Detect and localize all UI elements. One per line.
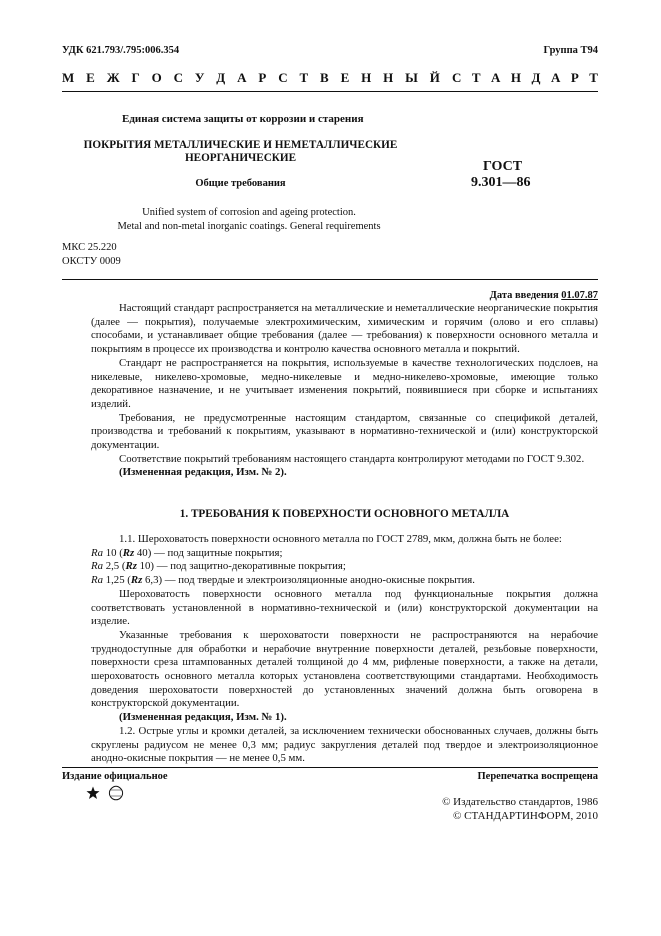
gost-label: ГОСТ [483, 159, 523, 174]
banner-letter: А [491, 70, 501, 85]
intro-block [91, 302, 598, 480]
intro-date-value: 01.07.87 [561, 290, 598, 301]
intro-date-label: Дата введения [489, 290, 559, 301]
banner-letter: Г [131, 70, 140, 85]
standard-type-banner [62, 70, 598, 86]
banner-letter: С [173, 70, 183, 85]
banner-letter: Н [383, 70, 394, 85]
title-line-2: НЕОРГАНИЧЕСКИЕ [184, 152, 297, 164]
rz-symbol: Rz [130, 574, 143, 587]
banner-letter: С [452, 70, 462, 85]
banner-letter: У [194, 70, 205, 85]
roughness-row-3 [91, 574, 598, 588]
banner-letter: Е [340, 70, 350, 85]
banner-letter: Ж [106, 70, 120, 85]
english-title-1: Unified system of corrosion and ageing protection. [142, 207, 356, 218]
gost-number: 9.301—86 [471, 175, 531, 190]
intro-paragraph-1: Настоящий стандарт распространяется на металлические и неметаллические неорганические покрытия (далее — покрытия), получаемые электрохимическим, химическим и горячим (олово и его сплавы) способами, и устанавливает общие требования (далее — требования) к поверхности основного металла и покрытиям в процессе их производства и контролю качества основного металла и покрытий. [91, 302, 598, 356]
star-icon [86, 786, 100, 800]
english-title-2: Metal and non-metal inorganic coatings. General requirements [117, 221, 381, 232]
intro-paragraph-2: Стандарт не распространяется на покрытия, используемые в качестве технологических подслоев, на никелевые, никелево-хромовые, медно-никелевые и медно-никелево-хромовые, имеющие только декоративное назначение, и не учитывает изменения покрытий, появившиеся при сборке и испытаниях изделий. [91, 356, 598, 410]
udk-code: УДК 621.793/.795:006.354 [62, 45, 180, 56]
section-1-body [91, 533, 598, 766]
official-edition: Издание официальное [62, 771, 168, 782]
reprint-prohibited: Перепечатка воспрещена [477, 771, 598, 782]
subtitle: Общие требования [195, 178, 286, 189]
rz-value: 10) — под защитно-декоративные покрытия; [136, 560, 346, 573]
intro-date [490, 290, 598, 301]
banner-letter: Р [570, 70, 579, 85]
rz-value: 40) — под защитные покрытия; [134, 546, 283, 559]
okstu-code: ОКСТУ 0009 [62, 256, 121, 267]
mezh-word [62, 70, 440, 86]
banner-letter: Т [299, 70, 309, 85]
banner-letter: Ы [405, 70, 418, 85]
ra-symbol: Ra [91, 546, 103, 559]
clause-1-2: 1.2. Острые углы и кромки деталей, за исключением технически обоснованных случаев, должны быть скруглены радиусом не менее 0,3 мм; радиус закругления деталей под твердое и электроизоляционное анодно-окисные покрытия — не менее 0,5 мм. [91, 724, 598, 765]
amendment-1: (Измененная редакция, Изм. № 1). [119, 711, 287, 724]
banner-letter: Р [258, 70, 267, 85]
system-title: Единая система защиты от коррозии и старения [122, 113, 364, 125]
banner-letter: М [62, 70, 75, 85]
group-code: Группа Т94 [543, 45, 598, 56]
ra-value: 10 ( [103, 546, 123, 559]
mks-code: МКС 25.220 [62, 242, 117, 253]
rz-symbol: Rz [125, 560, 137, 573]
header-rule [62, 91, 598, 92]
ra-symbol: Ra [91, 560, 103, 573]
clause-1-1: 1.1. Шероховатость поверхности основного металла по ГОСТ 2789, мкм, должна быть не более: [119, 533, 562, 545]
roughness-row-2 [91, 560, 598, 574]
intro-paragraph-4: Соответствие покрытий требованиям настоящего стандарта контролируют методами по ГОСТ 9.302. [119, 452, 585, 465]
copyright-publisher: © Издательство стандартов, 1986 [442, 796, 598, 808]
banner-letter: Д [216, 70, 226, 85]
banner-letter: Й [429, 70, 440, 85]
banner-letter: Н [361, 70, 372, 85]
ra-value: 1,25 ( [103, 574, 131, 587]
banner-letter: О [151, 70, 162, 85]
banner-letter: С [278, 70, 288, 85]
std-word [452, 70, 598, 86]
ra-value: 2,5 ( [103, 560, 126, 573]
intro-paragraph-3: Требования, не предусмотренные настоящим стандартом, связанные со спецификой деталей, производства и требований к покрытиям, указывают в нормативно-технической и (или) конструкторской документации. [91, 411, 598, 452]
roughness-row-1 [91, 547, 598, 561]
quality-mark-icon [108, 785, 124, 801]
rz-value: 6,3) — под твердые и электроизоляционные анодно-окисные покрытия. [142, 574, 475, 587]
rz-symbol: Rz [122, 546, 135, 559]
banner-letter: Т [471, 70, 481, 85]
functional-coatings-paragraph: Шероховатость поверхности основного металла под функциональные покрытия должна соответствовать установленной в нормативно-технической и (или) конструкторской документации на изделие. [91, 587, 598, 628]
banner-letter: В [320, 70, 329, 85]
banner-letter: Д [531, 70, 541, 85]
section-1-heading: 1. ТРЕБОВАНИЯ К ПОВЕРХНОСТИ ОСНОВНОГО МЕТАЛЛА [179, 508, 510, 520]
banner-letter: Е [86, 70, 95, 85]
title-rule [62, 279, 598, 280]
banner-letter: Т [589, 70, 598, 85]
banner-letter: А [550, 70, 561, 85]
exceptions-paragraph: Указанные требования к шероховатости поверхности не распространяются на нерабочие труднодоступные для обработки и нерабочие внутренние поверхности деталей, резьбовые поверхности, поверхности среза штампованных деталей толщиной до 4 мм, рифленые поверхности, а также на детали, шероховатость основного металла которых установлена соответствующими стандартами. Необходимость доведения шероховатости поверхностей до установленных значений должна быть оговорена в конструкторской документации. [91, 628, 598, 710]
footer-rule [62, 767, 598, 768]
banner-letter: Н [510, 70, 522, 85]
title-line-1: ПОКРЫТИЯ МЕТАЛЛИЧЕСКИЕ И НЕМЕТАЛЛИЧЕСКИЕ [83, 139, 398, 151]
intro-amendment: (Измененная редакция, Изм. № 2). [119, 466, 287, 479]
ra-symbol: Ra [91, 574, 103, 587]
copyright-standartinform: © СТАНДАРТИНФОРМ, 2010 [453, 810, 598, 822]
banner-letter: А [237, 70, 247, 85]
